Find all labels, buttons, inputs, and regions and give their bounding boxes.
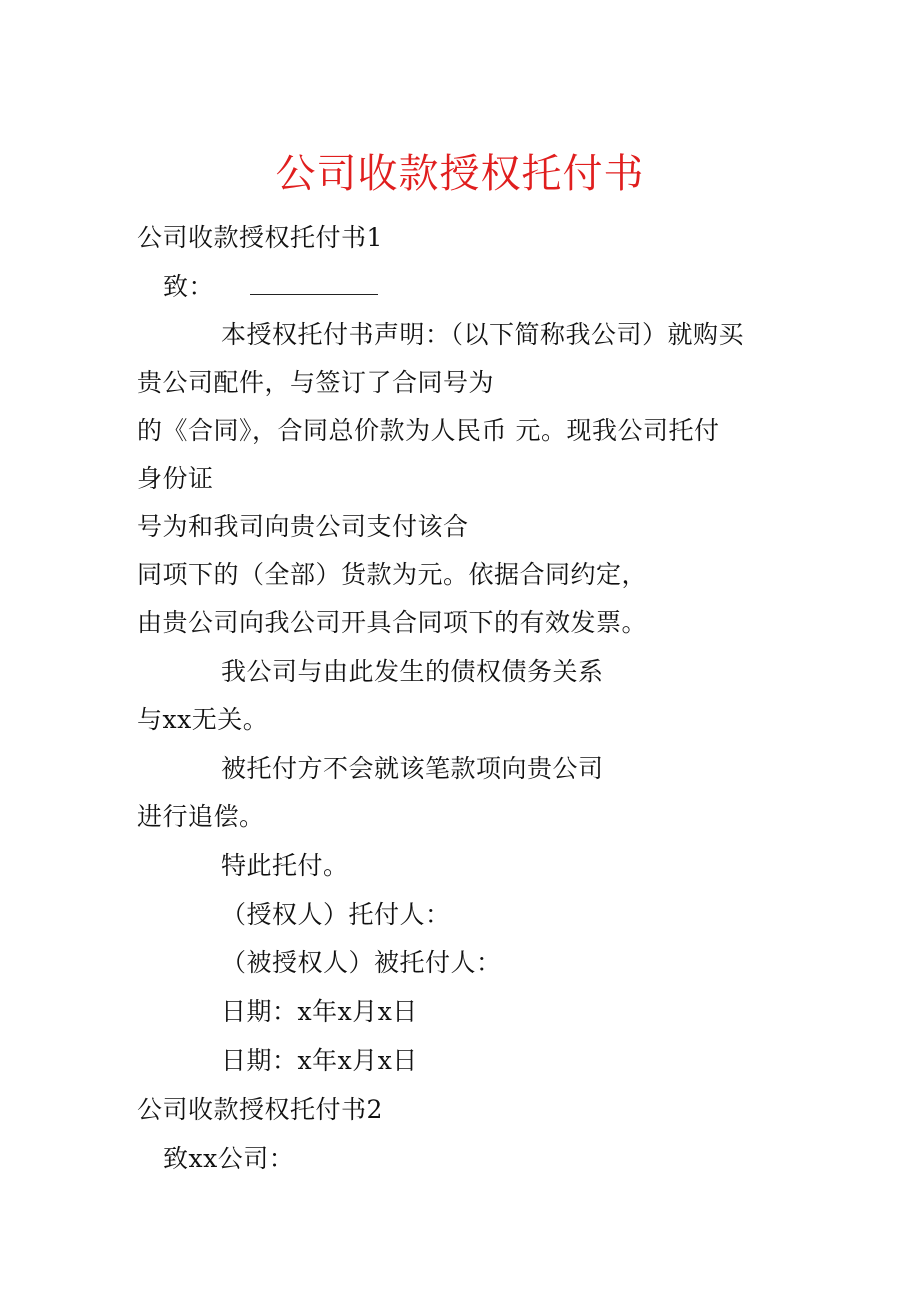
document-title: 公司收款授权托付书 <box>275 151 645 197</box>
to-company-line: 致xx公司： <box>163 1144 295 1173</box>
date-line-2: 日期：x年x月x日 <box>221 1046 418 1075</box>
para1-line5: 号为和我司向贵公司支付该合 <box>137 512 469 541</box>
grantor-label: （授权人）托付人： <box>221 900 451 929</box>
grantee-label: （被授权人）被托付人： <box>221 948 502 977</box>
recipient-blank <box>250 274 378 295</box>
to-label: 致： <box>163 272 215 301</box>
para1-line6: 同项下的（全部）货款为元。依据合同约定， <box>137 560 648 589</box>
section2-heading: 公司收款授权托付书2 <box>137 1095 383 1124</box>
para1-line3: 的《合同》，合同总价款为人民币 元。现我公司托付 <box>137 416 720 445</box>
para1-line2: 贵公司配件，与签订了合同号为 <box>137 368 495 397</box>
para1-line7: 由贵公司向我公司开具合同项下的有效发票。 <box>137 608 648 637</box>
para3-line1: 被托付方不会就该笔款项向贵公司 <box>221 754 604 783</box>
para1-line1: 本授权托付书声明：（以下简称我公司）就购买 <box>221 320 745 349</box>
para1-line4: 身份证 <box>137 464 214 493</box>
para2-line2: 与xx无关。 <box>137 705 269 734</box>
date-line-1: 日期：x年x月x日 <box>221 997 418 1026</box>
closing-text: 特此托付。 <box>221 851 349 880</box>
to-line <box>163 270 378 304</box>
para2-line1: 我公司与由此发生的债权债务关系 <box>221 657 604 686</box>
para3-line2: 进行追偿。 <box>137 802 265 831</box>
section1-heading: 公司收款授权托付书1 <box>137 223 383 252</box>
